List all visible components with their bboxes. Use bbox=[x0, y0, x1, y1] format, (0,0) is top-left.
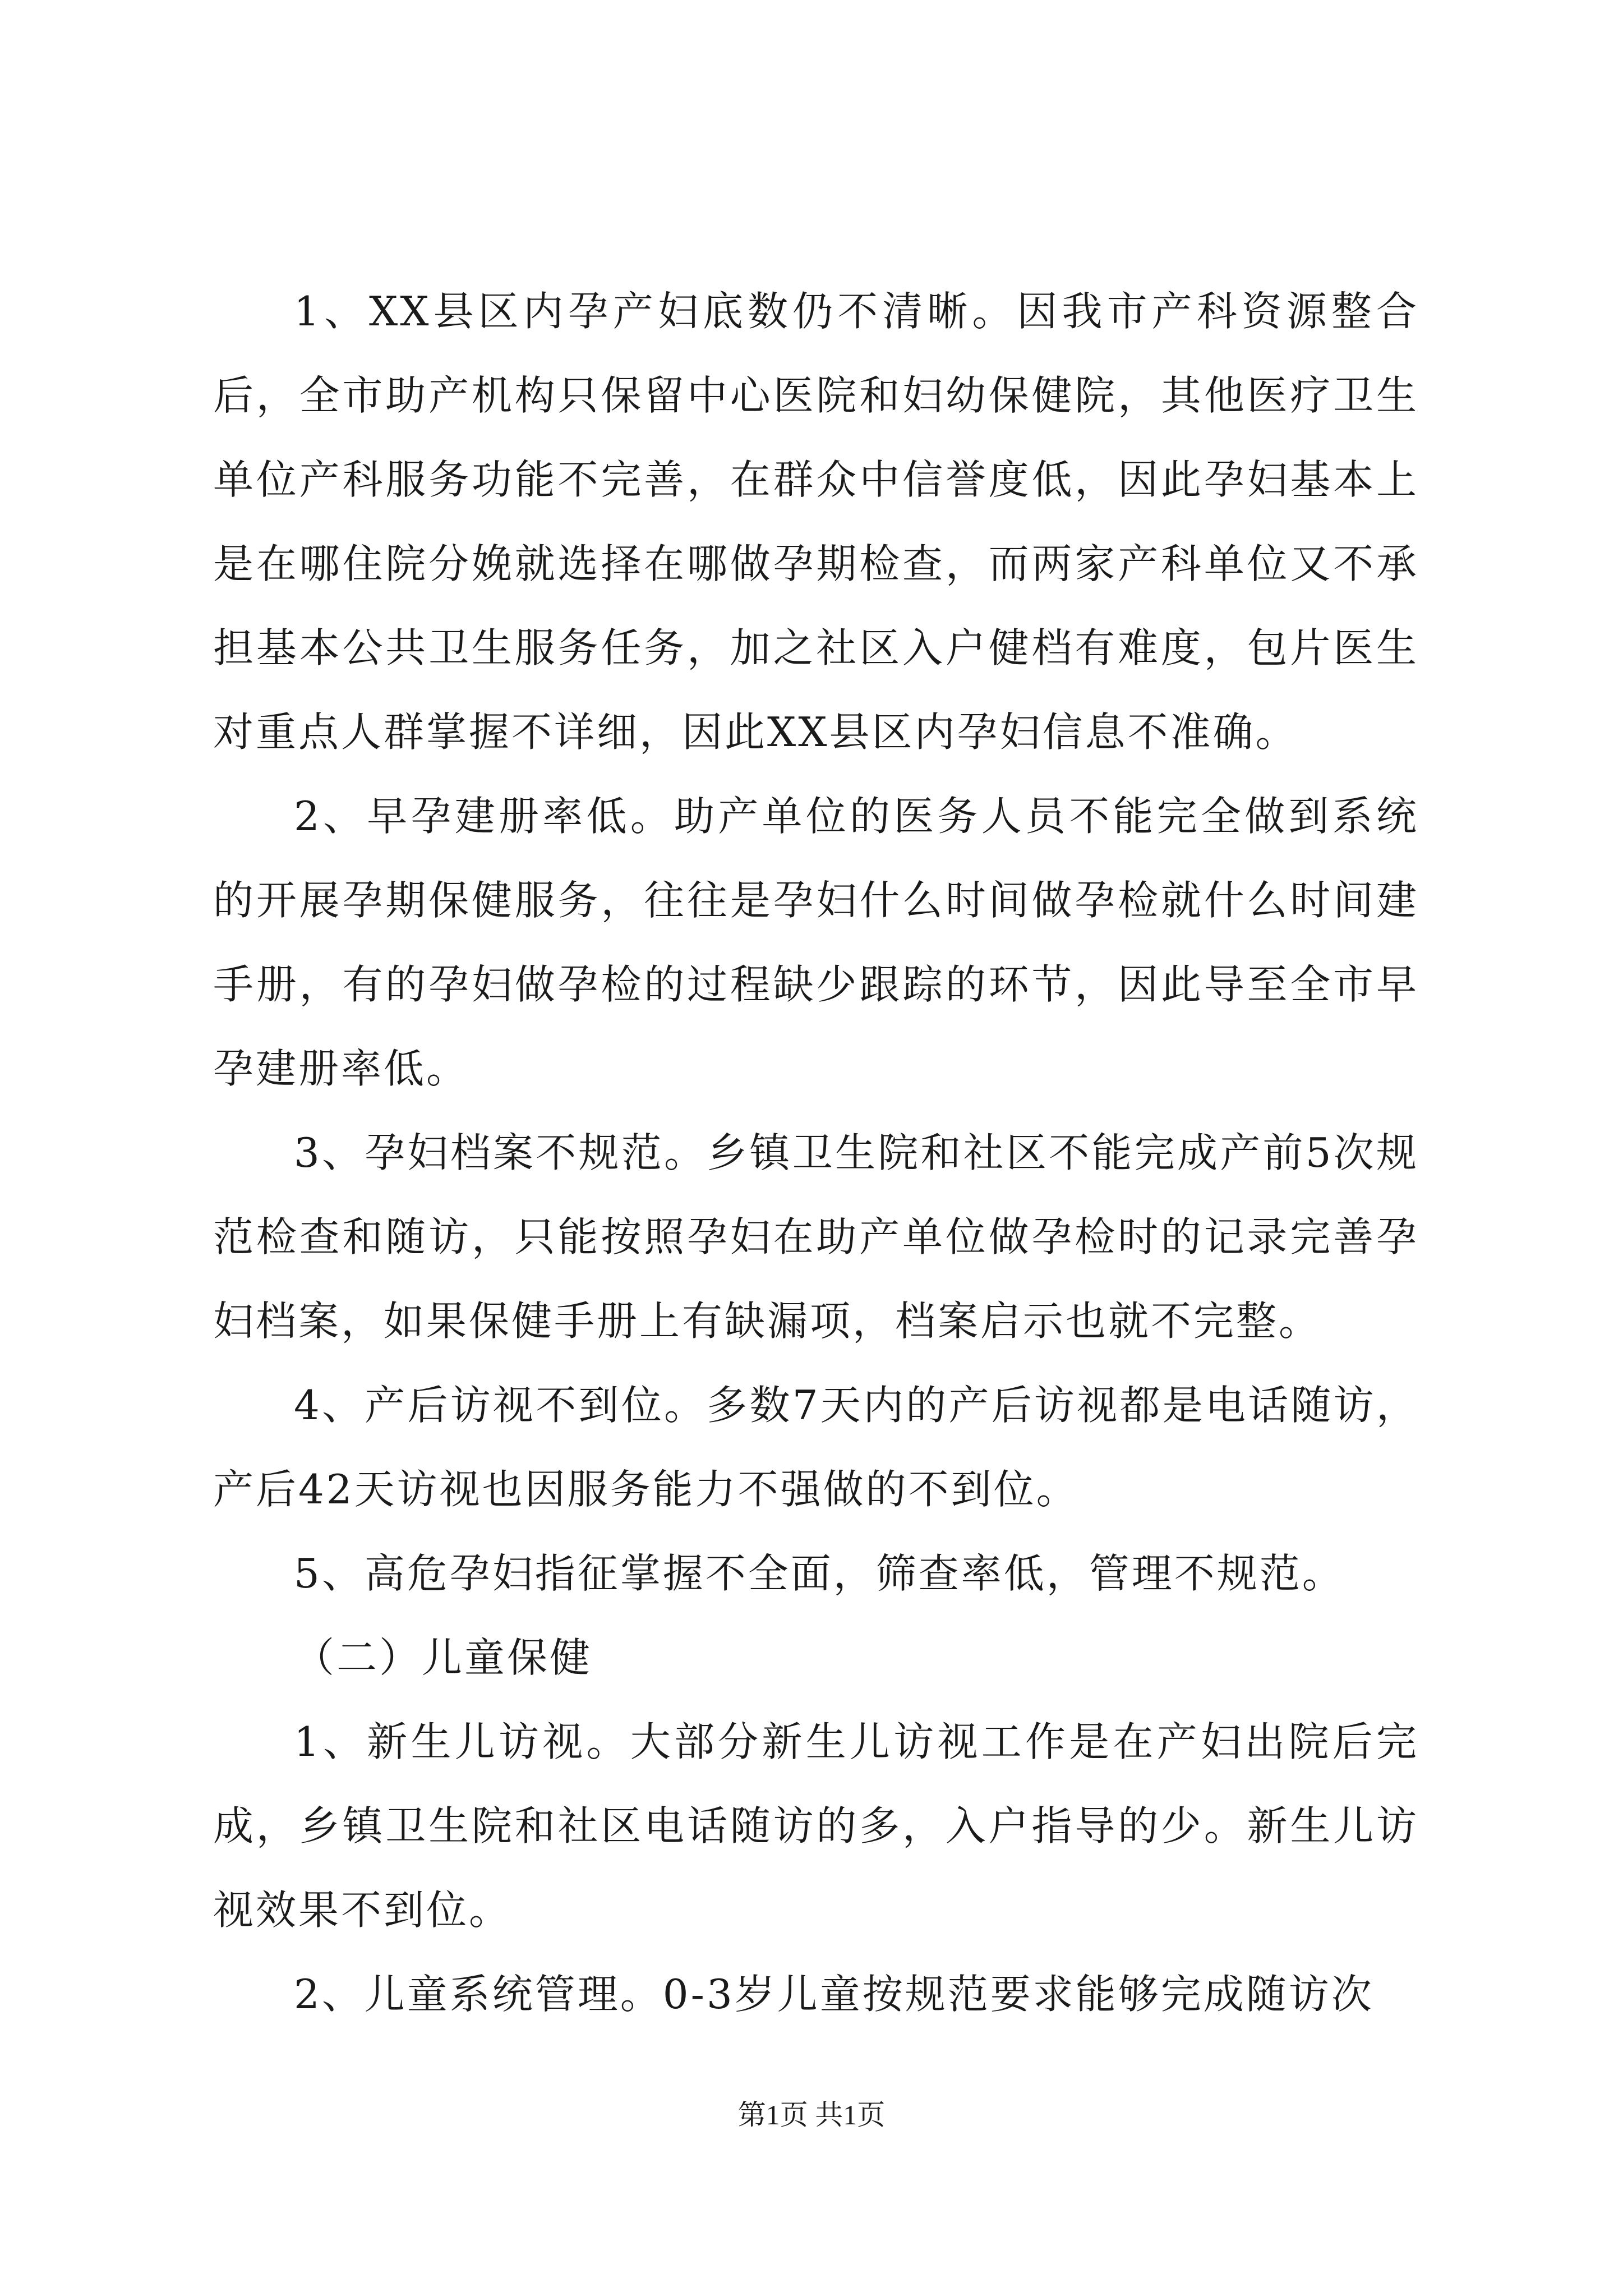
paragraph-6: 1、新生儿访视。大部分新生儿访视工作是在产妇出院后完成，乡镇卫生院和社区电话随访的多，入户指导的少。新生儿访视效果不到位。 bbox=[213, 1718, 1419, 1934]
page-footer: 第1页 共1页 bbox=[737, 2099, 886, 2131]
paragraph-7: 2、儿童系统管理。0-3岁儿童按规范要求能够完成随访次 bbox=[294, 1971, 1374, 2018]
paragraph-1: 1、XX县区内孕产妇底数仍不清晰。因我市产科资源整合后，全市助产机构只保留中心医院和妇幼保健院，其他医疗卫生单位产科服务功能不完善，在群众中信誉度低，因此孕妇基本上是在哪住院分娩就选择在哪做孕期检查，而两家产科单位又不承担基本公共卫生服务任务，加之社区入户健档有难度，包片医生对重点人群掌握不详细，因此XX县区内孕妇信息不准确。 bbox=[213, 288, 1419, 756]
paragraph-2: 2、早孕建册率低。助产单位的医务人员不能完全做到系统的开展孕期保健服务，往往是孕妇什么时间做孕检就什么时间建手册，有的孕妇做孕检的过程缺少跟踪的环节，因此导至全市早孕建册率低。 bbox=[213, 793, 1419, 1092]
paragraph-3: 3、孕妇档案不规范。乡镇卫生院和社区不能完成产前5次规范检查和随访，只能按照孕妇在助产单位做孕检时的记录完善孕妇档案，如果保健手册上有缺漏项，档案启示也就不完整。 bbox=[213, 1129, 1419, 1345]
document-body bbox=[213, 269, 1419, 2036]
paragraph-5: 5、高危孕妇指征掌握不全面，筛查率低，管理不规范。 bbox=[294, 1550, 1345, 1597]
paragraph-4: 4、产后访视不到位。多数7天内的产后访视都是电话随访，产后42天访视也因服务能力不强做的不到位。 bbox=[213, 1382, 1419, 1513]
section-heading-child-health: （二）儿童保健 bbox=[294, 1634, 593, 1681]
